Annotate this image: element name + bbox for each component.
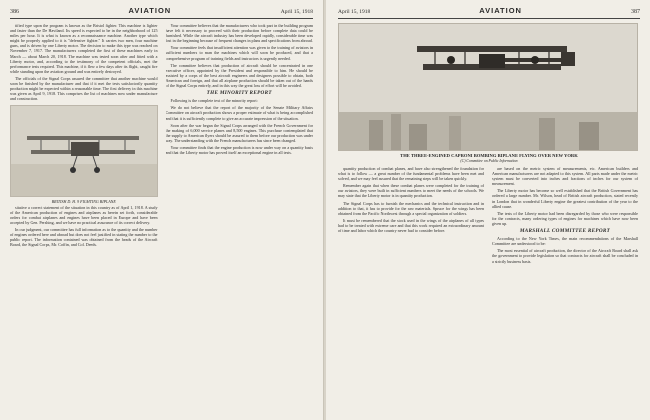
right-page-header (338, 6, 640, 19)
biplane-photo (10, 105, 158, 197)
paragraph: It must be remembered that the stock used in the wings of the airplanes of all types had to be treated with extreme care and that this work required an extraordinary amount of time and labor which the country never had to consider before. (338, 217, 484, 234)
right-column-1 (338, 166, 484, 414)
figure-caption: THE THREE-ENGINED CAPRONI BOMBING BIPLANE FLYING OVER NEW YORK (400, 153, 578, 158)
paragraph: Your committee finds that the engine production is now under way on a quantity basis and that the Liberty motor has proved itself an exceptional engine in all tests. (165, 144, 313, 156)
section-heading: MARSHALL COMMITTEE REPORT (519, 228, 611, 235)
journal-title: AVIATION (128, 6, 172, 15)
biplane-illustration (11, 106, 157, 196)
left-column-1 (10, 23, 158, 419)
section-heading: THE MINORITY REPORT (206, 90, 272, 97)
paragraph: According to the New York Times, the main recommendations of the Marshall Committee are understood to be: (492, 236, 638, 247)
left-columns (10, 23, 313, 419)
figure-credit: (C) Committee on Public Information (460, 159, 518, 163)
right-page (326, 0, 650, 420)
paragraph: The Liberty motor has become so well established that the British Government has ordered a large number. Mr. Wilson, head of British aircraft production, stated recently in London that in wonderful Liberty engine the greatest contribution of the year to the allied cause. (492, 188, 638, 209)
caproni-illustration (339, 24, 637, 150)
right-column-2 (492, 166, 638, 414)
paragraph: Following is the complete text of the minority report: (170, 98, 258, 104)
caproni-photo (338, 23, 638, 151)
paragraph: quantity production of combat planes, and have also strengthened the foundation for what is to follow — a great number of the fundamental problems have been met and solved, and we may feel assured that the remaining steps will be taken quickly. (338, 166, 484, 182)
paragraph: We do not believe that the report of the majority of the Senate Military Affairs Committee on aircraft production shows a proper estimate of what is being accomplished and that it is sufficiently complete to give an accurate impression of the situation. (165, 105, 313, 121)
left-page-header (10, 6, 313, 19)
issue-date: April 15, 1918 (280, 9, 313, 15)
issue-date: April 15, 1918 (338, 9, 371, 15)
paragraph: Soon after the war began the Signal Corps arranged with the French Government for the making of 6,000 service planes and 8,500 engines. This purchase contemplated that the supply to American flyers should be assured to them before our production was under way. The understanding with the French manufacturers has since been changed. (165, 122, 313, 143)
journal-title: AVIATION (479, 6, 522, 15)
paragraph: The officials of the Signal Corps assured the committee that another machine would soon be finished by the manufacturer and that if it met the tests satisfactorily quantity production might be expected within a reasonable time. The first delivery in this machine was given as April 9, 1918. This comprises the list of machines now under manufacture and construction. (10, 75, 158, 102)
paragraph: are based on the metric system of measurements, etc. American builders and American manufacturers are not adapted to this system. All parts made under the metric system must be converted into inches and fractions of inches for our system of measurement. (492, 166, 638, 187)
paragraph: sitative a correct statement of the situation in this country as of April 1, 1918. A study of the American production of engines and airplanes as herein set forth, considerable orders for combat airplanes and engines have been placed in Europe and have been accepted by Gen. Pershing, and we have no practical assurance of its correct delivery. (10, 204, 158, 225)
page-number: 386 (10, 9, 19, 15)
paragraph: The most essential of aircraft production, the director of the Aircraft Board shall ask the government to provide legislation so that contracts for aircraft shall be concluded in a strictly business basis. (492, 248, 638, 264)
paragraph: The tests of the Liberty motor had been disregarded by those who were responsible for the contracts, many ordering types of engines for machines which have now been given up. (492, 210, 638, 226)
left-column-2 (166, 23, 314, 419)
paragraph: tified type upon the program is known as the Bristol fighter. This machine is lighter and faster than the De Haviland. Its speed is expected to be in the neighborhood of 125 miles per hour. It is what is known as a reconnaissance machine. Another type which might be properly applied to it is "defensive fighter." It carries two men, four machine guns, and is driven by one Liberty motor. The decision to make this type was reached on November 7, 1917. The manufacturers completed the first of these machines early in March — about March 20, 1918. The machine was tested soon after and fitted with a Liberty motor, and, according to the testimony of the competent officials, met the performance tests required. This machine, if it flew a few days after its flight, caught fire while standing upon the aviation ground and was entirely destroyed. (10, 23, 158, 74)
paragraph: Remember again that when these combat planes were completed for the training of our aviators, they were built in sufficient numbers to meet the needs of the schools. We may state that the Liberty motor is in quantity production. (338, 183, 484, 199)
paragraph: Your committee feels that insufficient attention was given to the training of aviators in sufficient numbers to man the machines which will soon be produced, and that a comprehensive program of training fields and instructors is urgently needed. (165, 45, 313, 61)
paragraph: In our judgment, our committee has full information as to the quantity and the number of engines ordered here and abroad but does not feel justified in stating the number to the public report. The information contained was obtained from the heads of the Aircraft Board, the Signal Corps, Mr. Coffin, and Col. Deeds. (10, 226, 158, 248)
page-number: 387 (630, 9, 640, 15)
figure-caption: BRITISH D. H. 9 FIGHTING BIPLANE (51, 199, 116, 205)
right-columns (338, 166, 640, 414)
paragraph: The committee believes that production of aircraft should be concentrated in one executive officer, appointed by the President and responsible to him. He should be assisted by a corps of the best aircraft engineers and designers possible to obtain, both American and foreign, and that all airplane production should be taken out of the hands of the Signal Corps entirely, and in this way the great loss of effort will be avoided. (165, 62, 313, 89)
paragraph: Your committee believes that the manufacturers who took part in the building program have felt it necessary to proceed with their production before complete data could be furnished. While the aircraft industry has been developed rapidly, considerable time was lost in the beginning because of frequent changes in plans and specifications from abroad. (165, 23, 313, 44)
left-page (0, 0, 324, 420)
paragraph: The Signal Corps has to furnish the mechanics and the technical instruction and in addition to that, it has to provide for the raw materials. Spruce for the wings has been obtained from the Pacific Northwest through a special organization of soldiers. (338, 200, 484, 216)
